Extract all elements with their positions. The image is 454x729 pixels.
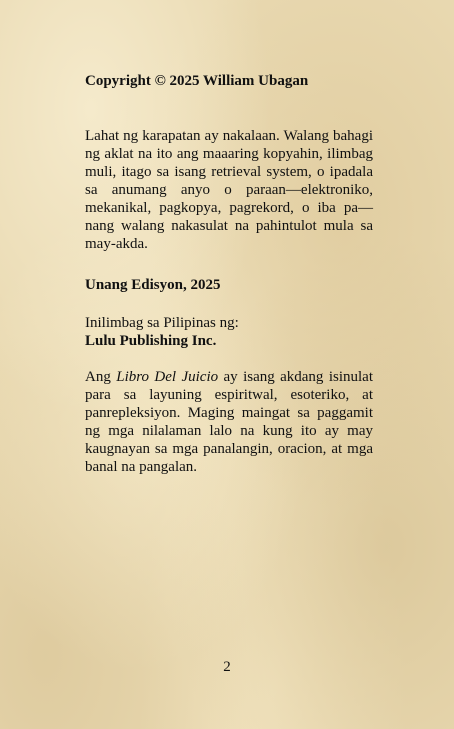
- page-number: 2: [223, 659, 231, 675]
- disclaimer: [85, 368, 373, 476]
- publisher-name: Lulu Publishing Inc.: [85, 333, 217, 349]
- printed-in-block: [85, 314, 373, 350]
- edition-line: Unang Edisyon, 2025: [85, 277, 221, 293]
- copyright-line: Copyright © 2025 William Ubagan: [85, 73, 309, 89]
- book-title: Libro Del Juicio: [116, 369, 219, 385]
- rights-notice: Lahat ng karapatan ay nakalaan. Walang bahagi ng aklat na ito ang maaaring kopyahin, ilimbag muli, itago sa isang retrieval system, o ipadala sa anumang anyo o paraan—elektroniko, mekanikal, pagkopya, pagrekord, o iba pa—nang walang nakasulat na pahintulot mula sa may-akda.: [85, 128, 373, 252]
- disclaimer-prefix: Ang: [85, 369, 117, 385]
- printed-in-label: Inilimbag sa Pilipinas ng:: [85, 315, 239, 331]
- disclaimer-text: ay isang akdang isinulat para sa layuning espiritwal, esoteriko, at panrepleksiyon. Maging maingat sa paggamit ng mga nilalaman lalo na kung ito ay may kaugnayan sa mga panalangin, oracion, at mga banal na pangalan.: [85, 369, 373, 475]
